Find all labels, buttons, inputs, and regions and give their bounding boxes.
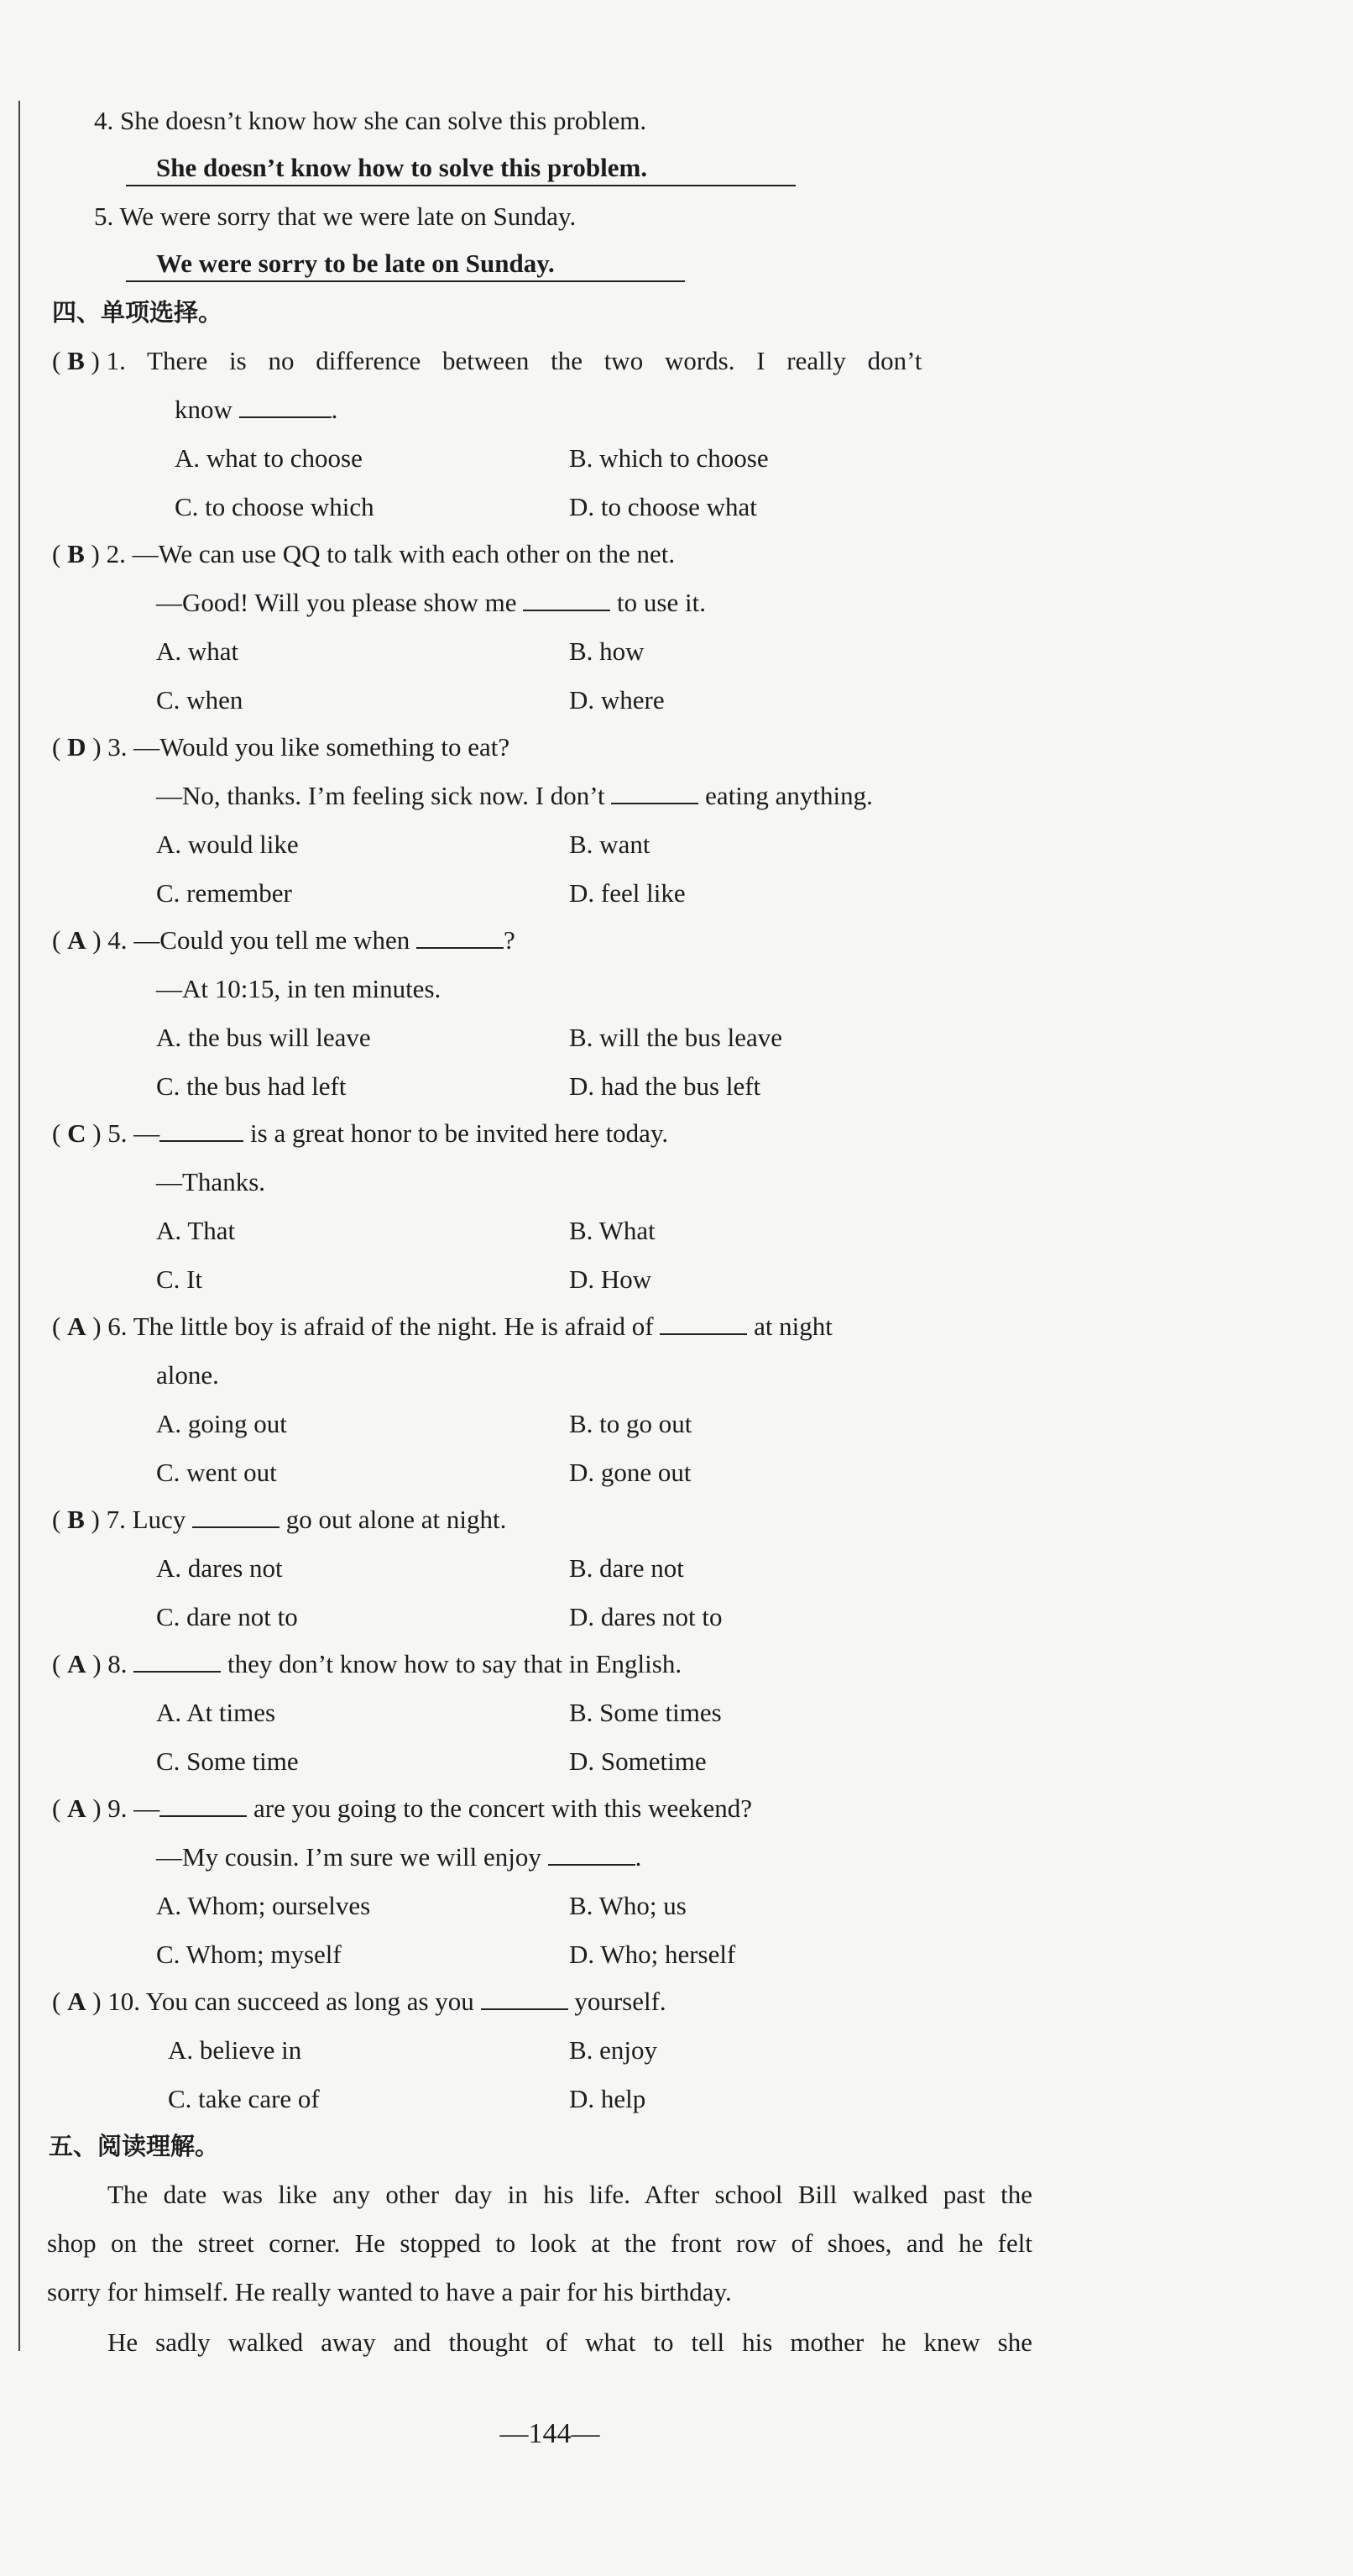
option-a: A. the bus will leave — [156, 1023, 371, 1052]
answer-letter: C — [67, 1118, 86, 1148]
question-stem: 5. — — [107, 1118, 160, 1148]
section-heading: 四、单项选择。 — [52, 298, 223, 327]
question-stem: eating anything. — [705, 781, 873, 810]
option-b: B. how — [569, 636, 645, 666]
question-stem: 7. Lucy — [106, 1505, 186, 1534]
option-d: D. to choose what — [569, 492, 757, 521]
question-2: ( B ) 2. —We can use QQ to talk with each other on the net. — [52, 539, 676, 568]
option-c: C. remember — [156, 878, 292, 908]
answer-underline — [126, 280, 685, 282]
question-stem: . — [331, 395, 338, 424]
option-c: C. Some time — [156, 1746, 299, 1776]
blank — [239, 393, 332, 418]
option-a: A. going out — [156, 1409, 287, 1438]
question-9-line2 — [156, 1840, 641, 1874]
question-stem: ? — [503, 925, 515, 955]
answer-letter: A — [67, 1793, 86, 1823]
question-stem: to use it. — [617, 588, 706, 617]
option-b: B. enjoy — [569, 2035, 658, 2065]
question-1-line2 — [175, 393, 337, 427]
question-6: ( A ) 6. The little boy is afraid of the night. He is afraid of at night — [52, 1312, 833, 1341]
option-b: B. which to choose — [569, 443, 769, 473]
question-stem: 2. —We can use QQ to talk with each other on the net. — [106, 539, 676, 568]
answer-letter: B — [67, 346, 85, 375]
question-6-line2: alone. — [156, 1360, 219, 1390]
option-c: C. to choose which — [175, 492, 374, 521]
rewrite-prompt-4: 4. She doesn’t know how she can solve this problem. — [94, 106, 647, 135]
option-a: A. what to choose — [175, 443, 363, 473]
option-b: B. want — [569, 830, 650, 859]
option-d: D. feel like — [569, 878, 686, 908]
option-c: C. when — [156, 685, 243, 715]
option-c: C. went out — [156, 1458, 277, 1487]
option-d: D. help — [569, 2084, 646, 2113]
question-stem: 4. —Could you tell me when — [107, 925, 410, 955]
blank — [548, 1840, 635, 1866]
option-c: C. Whom; myself — [156, 1940, 342, 1969]
answer-letter: A — [67, 1987, 86, 2016]
answer-letter: B — [67, 1505, 85, 1534]
question-9: ( A ) 9. — are you going to the concert with this weekend? — [52, 1793, 753, 1823]
answer-underline — [126, 185, 796, 186]
question-stem: . — [635, 1842, 642, 1872]
option-b: B. Some times — [569, 1698, 722, 1727]
option-d: D. Who; herself — [569, 1940, 736, 1969]
option-c: C. dare not to — [156, 1602, 298, 1631]
blank — [523, 586, 610, 611]
question-8: ( A ) 8. they don’t know how to say that in English. — [52, 1649, 682, 1678]
question-stem: 6. The little boy is afraid of the night. He is afraid of — [107, 1312, 654, 1341]
option-b: B. will the bus leave — [569, 1023, 782, 1052]
blank — [159, 1117, 243, 1142]
question-stem: 9. — — [107, 1793, 160, 1823]
section-heading: 五、阅读理解。 — [49, 2132, 220, 2160]
option-d: D. dares not to — [569, 1602, 723, 1631]
blank — [192, 1503, 279, 1528]
blank — [133, 1647, 221, 1673]
option-a: A. At times — [156, 1698, 276, 1727]
rewrite-answer-4: She doesn’t know how to solve this problem. — [156, 153, 648, 182]
question-stem: go out alone at night. — [285, 1505, 507, 1534]
option-d: D. gone out — [569, 1458, 692, 1487]
option-a: A. would like — [156, 830, 299, 859]
blank — [159, 1792, 247, 1817]
question-stem: is a great honor to be invited here today. — [250, 1118, 669, 1148]
page-number: —144— — [499, 2418, 600, 2449]
option-d: D. How — [569, 1264, 652, 1294]
question-stem: they don’t know how to say that in English. — [227, 1649, 682, 1678]
option-c: C. take care of — [168, 2084, 320, 2113]
question-2-line2 — [156, 586, 706, 620]
question-stem: —Good! Will you please show me — [156, 588, 517, 617]
option-a: A. believe in — [168, 2035, 302, 2065]
blank — [416, 924, 504, 949]
question-stem: —No, thanks. I’m feeling sick now. I don’t — [156, 781, 605, 810]
question-stem: 1. There is no difference between the two words. I really don’t — [106, 346, 922, 375]
blank — [611, 779, 698, 804]
answer-letter: B — [67, 539, 85, 568]
passage-line-2: shop on the street corner. He stopped to look at the front row of shoes, and he felt — [47, 2228, 1032, 2258]
option-a: A. Whom; ourselves — [156, 1891, 371, 1920]
question-4-line2: —At 10:15, in ten minutes. — [156, 974, 441, 1003]
question-stem: 10. You can succeed as long as you — [107, 1987, 474, 2016]
passage-line-1: The date was like any other day in his life. After school Bill walked past the — [107, 2180, 1032, 2209]
question-7: ( B ) 7. Lucy go out alone at night. — [52, 1505, 507, 1534]
option-c: C. the bus had left — [156, 1071, 347, 1101]
question-stem: yourself. — [574, 1987, 666, 2016]
rewrite-answer-5: We were sorry to be late on Sunday. — [156, 249, 555, 278]
question-1: ( B ) 1. There is no difference between the two words. I really don’t — [52, 346, 922, 375]
option-d: D. had the bus left — [569, 1071, 761, 1101]
question-stem: know — [175, 395, 232, 424]
option-d: D. Sometime — [569, 1746, 707, 1776]
answer-letter: A — [67, 925, 86, 955]
passage-line-4: He sadly walked away and thought of what to tell his mother he knew she — [107, 2327, 1032, 2357]
question-stem: are you going to the concert with this weekend? — [253, 1793, 753, 1823]
question-5-line2: —Thanks. — [156, 1167, 266, 1196]
answer-letter: A — [67, 1649, 86, 1678]
option-a: A. what — [156, 636, 239, 666]
rewrite-prompt-5: 5. We were sorry that we were late on Sunday. — [94, 202, 577, 231]
question-5: ( C ) 5. — is a great honor to be invited here today. — [52, 1118, 669, 1148]
blank — [660, 1310, 747, 1335]
question-4: ( A ) 4. —Could you tell me when ? — [52, 925, 515, 955]
option-b: B. dare not — [569, 1553, 684, 1583]
question-3: ( D ) 3. —Would you like something to eat? — [52, 732, 510, 762]
option-a: A. That — [156, 1216, 236, 1245]
option-a: A. dares not — [156, 1553, 283, 1583]
answer-letter: D — [67, 732, 86, 762]
option-b: B. What — [569, 1216, 656, 1245]
question-stem: at night — [754, 1312, 833, 1341]
question-3-line2 — [156, 779, 873, 813]
question-stem: —My cousin. I’m sure we will enjoy — [156, 1842, 541, 1872]
left-margin-rule — [18, 101, 20, 2351]
blank — [481, 1985, 568, 2010]
passage-line-3: sorry for himself. He really wanted to have a pair for his birthday. — [47, 2277, 732, 2306]
option-b: B. Who; us — [569, 1891, 687, 1920]
answer-letter: A — [67, 1312, 86, 1341]
option-d: D. where — [569, 685, 665, 715]
question-stem: 8. — [107, 1649, 128, 1678]
option-c: C. It — [156, 1264, 203, 1294]
option-b: B. to go out — [569, 1409, 692, 1438]
question-10: ( A ) 10. You can succeed as long as you yourself. — [52, 1987, 666, 2016]
question-stem: 3. —Would you like something to eat? — [107, 732, 510, 762]
